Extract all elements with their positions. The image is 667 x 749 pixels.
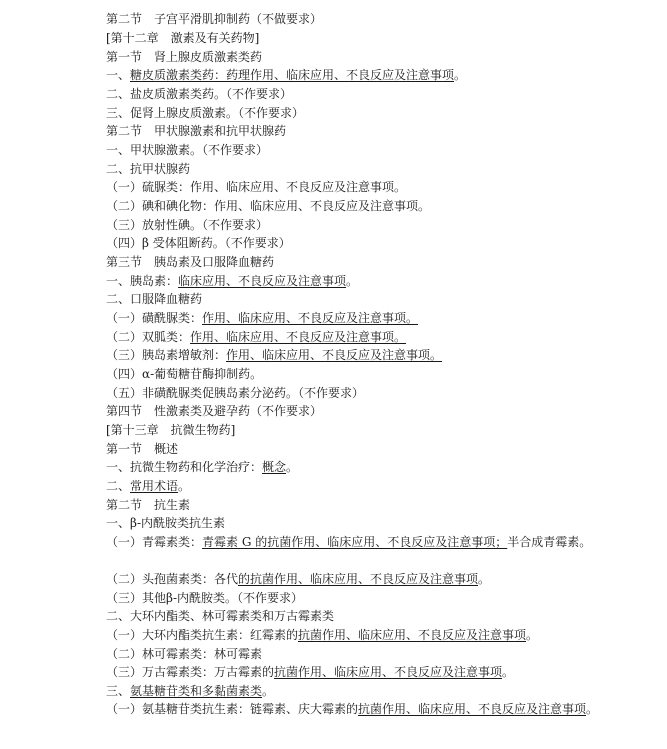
- text-line: 二、大环内酯类、林可霉素类和万古霉素类: [106, 609, 335, 623]
- text-line: （四）β 受体阻断药。（不作要求）: [106, 236, 291, 250]
- section-heading: 第二节 甲状腺激素和抗甲状腺药: [106, 124, 287, 138]
- section-heading: 第四节 性激素类及避孕药（不作要求）: [106, 404, 323, 418]
- text-line: 二、口服降血糖药: [106, 292, 203, 306]
- text-line: 一、β-内酰胺类抗生素: [106, 516, 225, 530]
- text-paragraph: （一）青霉素类：青霉素 G 的抗菌作用、临床应用、不良反应及注意事项；半合成青霉素。: [106, 535, 592, 549]
- section-heading: 第一节 概述: [106, 442, 179, 456]
- text-line: 三、氨基糖苷类和多黏菌素类。: [106, 684, 275, 698]
- text-line: 一、甲状腺激素。（不作要求）: [106, 143, 269, 157]
- text-line: （三）其他β-内酰胺类。（不作要求）: [106, 591, 303, 605]
- section-heading: 第二节 抗生素: [106, 498, 191, 512]
- text-line: （一）磺酰脲类：作用、临床应用、不良反应及注意事项。: [106, 311, 419, 325]
- text-line: （四）α-葡萄糖苷酶抑制药。: [106, 367, 263, 381]
- text-line: （二）双胍类：作用、临床应用、不良反应及注意事项。: [106, 330, 407, 344]
- text-line: （一）硫脲类：作用、临床应用、不良反应及注意事项。: [106, 180, 407, 194]
- text-line: （五）非磺酰脲类促胰岛素分泌药。（不作要求）: [106, 386, 365, 400]
- section-heading: 第三节 胰岛素及口服降血糖药: [106, 255, 275, 269]
- text-line: （二）林可霉素类：林可霉素: [106, 647, 263, 661]
- text-line: （三）万古霉素类：万古霉素的抗菌作用、临床应用、不良反应及注意事项。: [106, 665, 515, 679]
- section-heading: 第一节 肾上腺皮质激素类药: [106, 50, 263, 64]
- text-line: （一）大环内酯类抗生素：红霉素的抗菌作用、临床应用、不良反应及注意事项。: [106, 628, 539, 642]
- chapter-heading: [第十三章 抗微生物药]: [106, 423, 236, 437]
- text-line: 三、促肾上腺皮质激素。（不作要求）: [106, 106, 305, 120]
- text-line: 一、糖皮质激素类药：药理作用、临床应用、不良反应及注意事项。: [106, 68, 467, 82]
- text-line: 一、胰岛素：临床应用、不良反应及注意事项。: [106, 274, 359, 288]
- text-line: （三）放射性碘。（不作要求）: [106, 218, 269, 232]
- text-line: （二）碘和碘化物：作用、临床应用、不良反应及注意事项。: [106, 199, 431, 213]
- text-line: 二、常用术语。: [106, 479, 191, 493]
- text-line: 二、盐皮质激素类药。（不作要求）: [106, 87, 293, 101]
- text-line: （二）头孢菌素类：各代的抗菌作用、临床应用、不良反应及注意事项。: [106, 572, 491, 586]
- text-line: 二、抗甲状腺药: [106, 162, 191, 176]
- text-line: 一、抗微生物药和化学治疗：概念。: [106, 460, 299, 474]
- text-line: 第二节 子宫平滑肌抑制药（不做要求）: [106, 12, 323, 26]
- text-paragraph: （一）氨基糖苷类抗生素：链霉素、庆大霉素的抗菌作用、临床应用、不良反应及注意事项。: [106, 702, 599, 716]
- chapter-heading: [第十二章 激素及有关药物]: [106, 31, 260, 45]
- text-line: （三）胰岛素增敏剂：作用、临床应用、不良反应及注意事项。: [106, 348, 443, 362]
